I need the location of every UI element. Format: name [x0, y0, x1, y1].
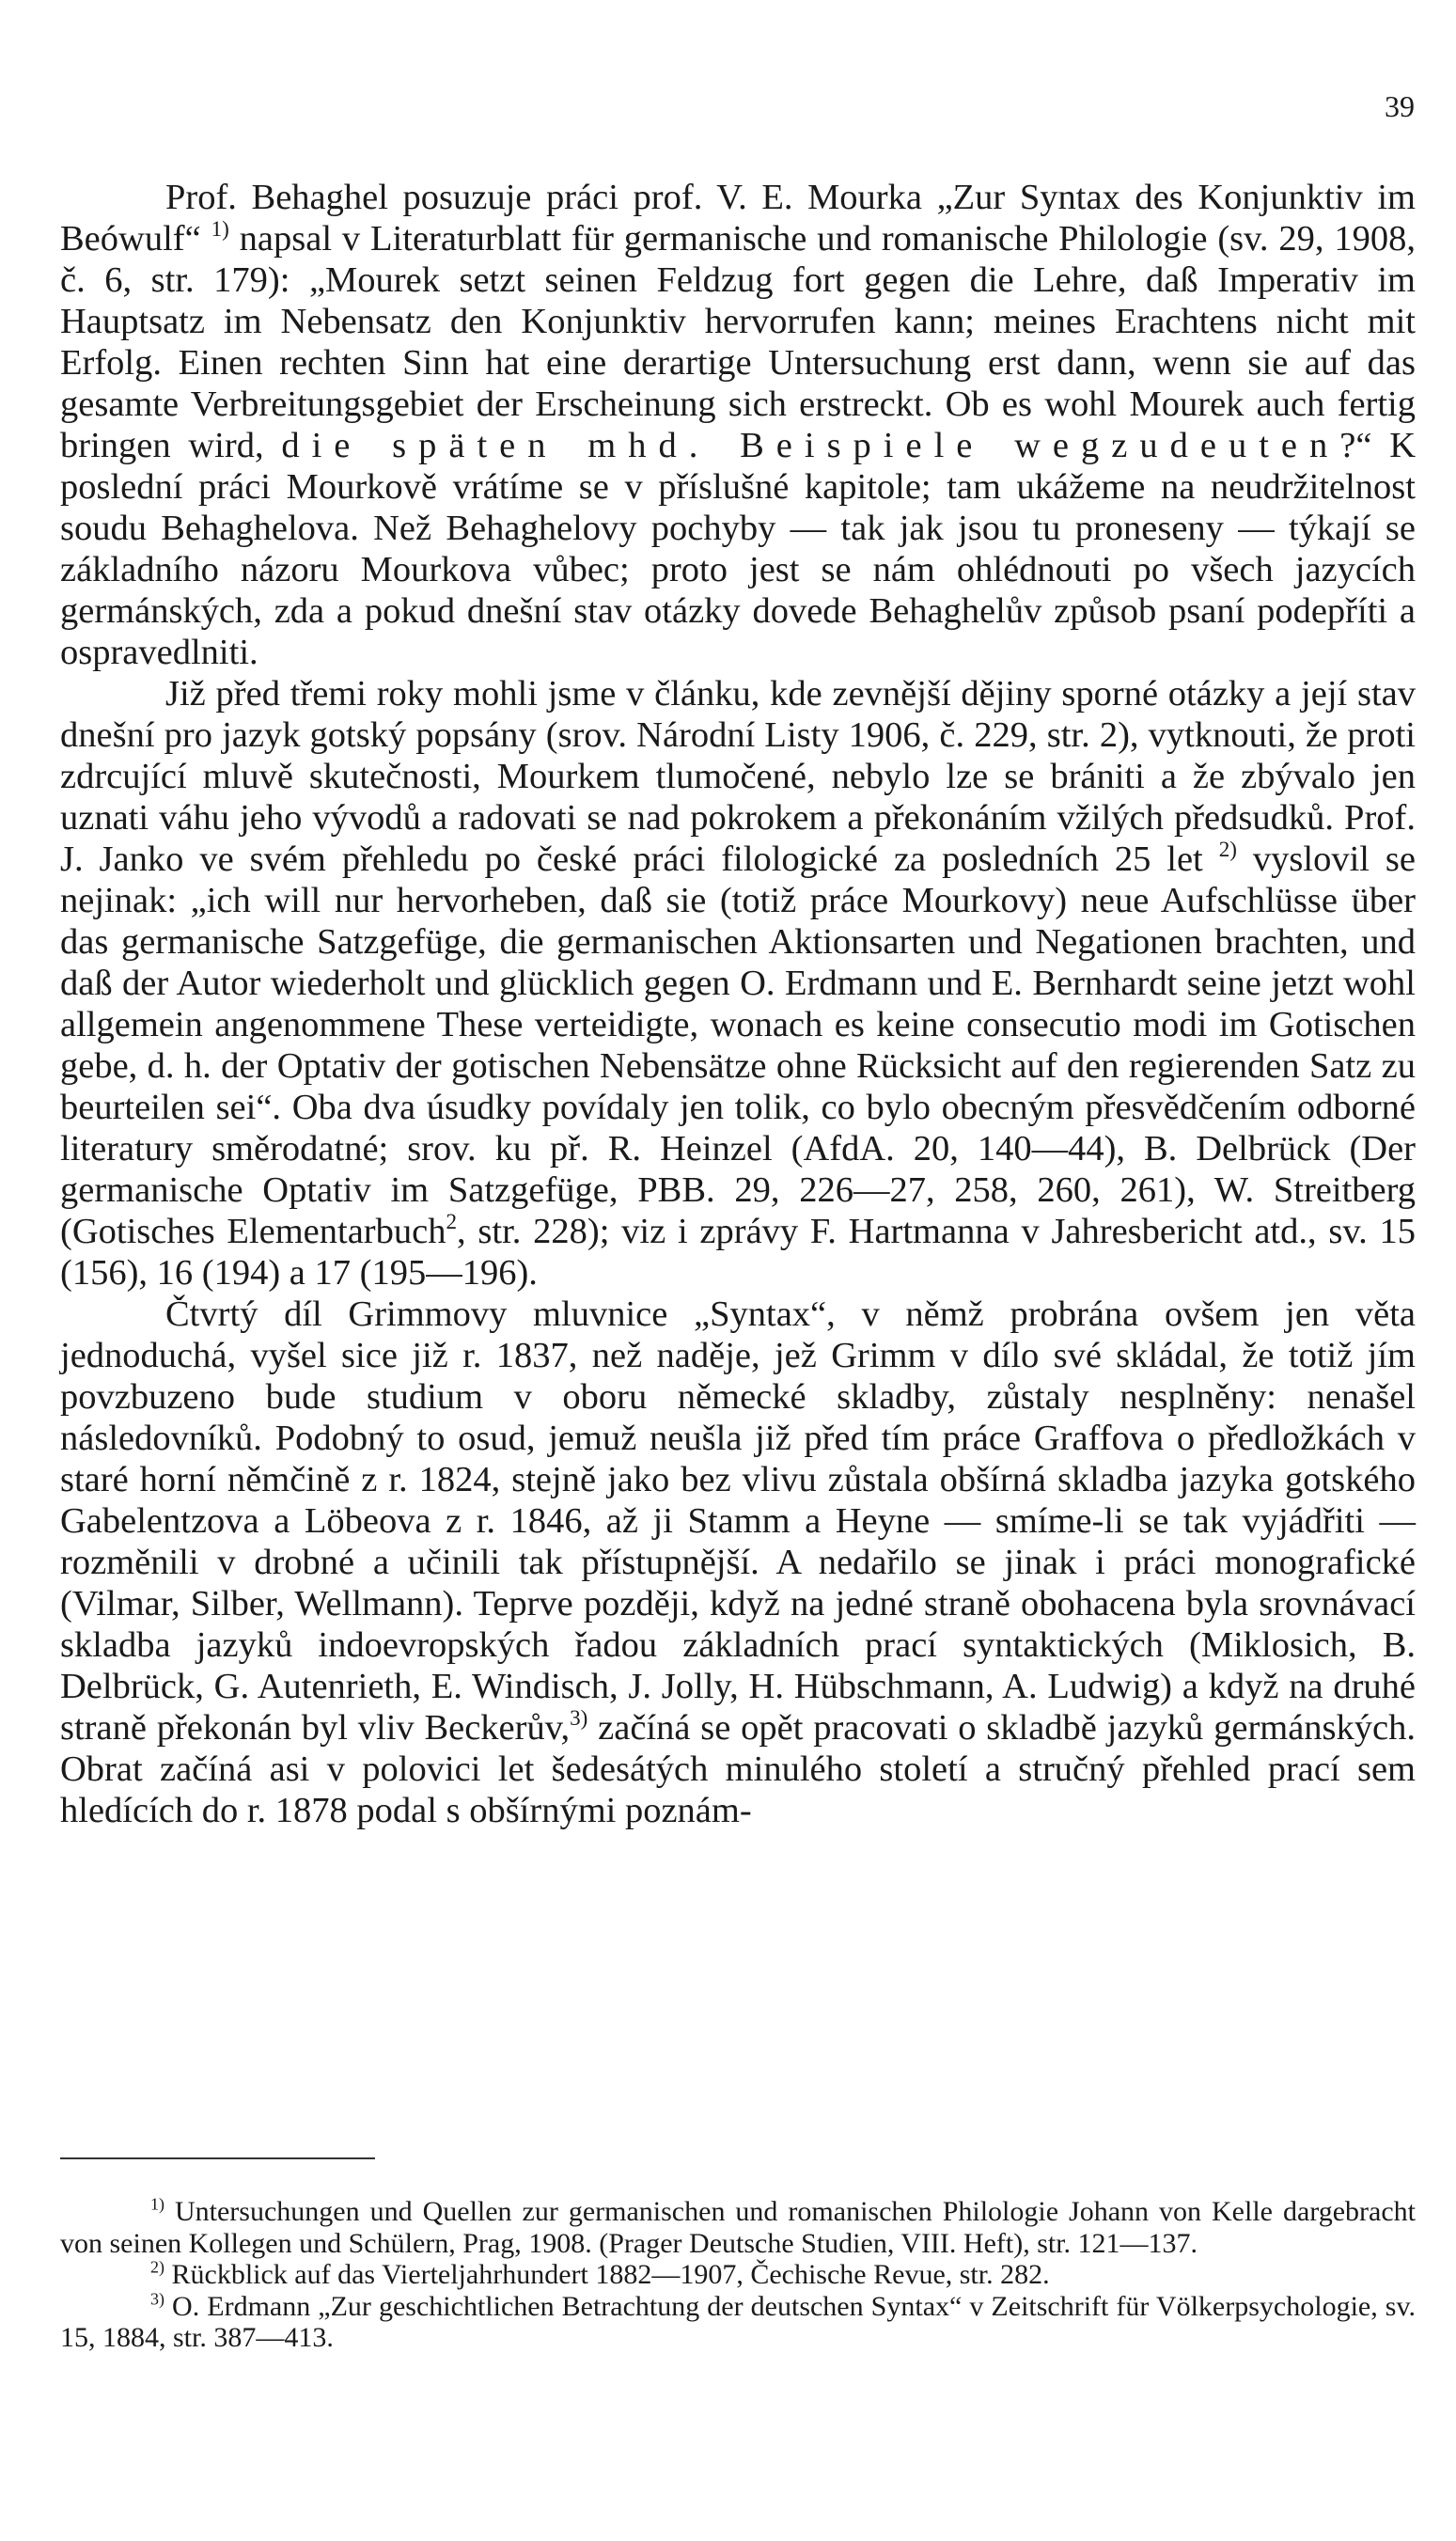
text-run: , str. 228); viz i zprávy F. Hartmanna v Jahresbericht atd., sv. 15 (156), 16 (194) a 17 (195—196). — [60, 1212, 1416, 1293]
text-run: Prof. Behaghel posuzuje práci prof. V. E. Mourka „Zur Syntax des Konjunktiv im Beówulf“ — [60, 178, 1416, 259]
text-run: ?“ K poslední práci Mourkově vrátíme se v příslušné kapitole; tam ukážeme na neudržitelnost soudu Behaghelova. Než Behaghelovy pochyby — tak jak jsou tu proneseny — týkají se základního názoru Mourkova vůbec; proto jest se nám ohlédnouti po všech jazycích germánských, zda a pokud dnešní stav otázky dovede Behaghelův způsob psaní podepříti a ospravedlniti. — [60, 426, 1416, 672]
footnote-ref: 3) — [570, 1705, 588, 1730]
page-number: 39 — [1385, 89, 1415, 123]
footnote — [60, 2291, 1416, 2354]
footnote — [60, 2196, 1416, 2259]
edition-superscript: 2 — [446, 1209, 457, 1233]
footnote-marker: 2) — [150, 2257, 164, 2277]
footnote-separator — [60, 2157, 375, 2159]
text-run: Již před třemi roky mohli jsme v článku, kde zevnější dějiny sporné otázky a její stav dnešní pro jazyk gotský popsány (srov. Národní Listy 1906, č. 229, str. 2), vytknouti, že proti zdrcující mluvě skutečnosti, Mourkem tlumočené, nebylo lze se brániti a že zbývalo jen uznati váhu jeho vývodů a radovati se nad pokrokem a překonáním vžilých předsudků. Prof. J. Janko ve svém přehledu po české práci filologické za posledních 25 let — [60, 674, 1416, 879]
paragraph — [60, 1294, 1416, 1831]
footnote-text: O. Erdmann „Zur geschichtlichen Betrachtung der deutschen Syntax“ v Zeitschrift für Völkerpsychologie, sv. 15, 1884, str. 387—413. — [60, 2290, 1416, 2354]
footnote-text: Untersuchungen und Quellen zur germanischen und romanischen Philologie Johann von Kelle dargebracht von seinen Kollegen und Schülern, Prag, 1908. (Prager Deutsche Studien, VIII. Heft), str. 121—137. — [60, 2196, 1416, 2259]
text-run: Čtvrtý díl Grimmovy mluvnice „Syntax“, v němž probrána ovšem jen věta jednoduchá, vyšel sice již r. 1837, než naděje, jež Grimm v dílo své skládal, že totiž jím povzbuzeno bude studium v oboru německé skladby, zůstaly nesplněny: nenašel následovníků. Podobný to osud, jemuž neušla již před tím práce Graffova o předložkách v staré horní němčině z r. 1824, stejně jako bez vlivu zůstala obšírná skladba jazyka gotského Gabelentzova a Löbeova z r. 1846, až ji Stamm a Heyne — smíme-li se tak vyjádřiti — rozměnili v drobné a učinili tak přístupnější. A nedařilo se jinak i práci monografické (Vilmar, Silber, Wellmann). Teprve později, když na jedné straně obohacena byla srovnávací skladba jazyků indoevropských řadou základních prací syntaktických (Miklosich, B. Delbrück, G. Autenrieth, E. Windisch, J. Jolly, H. Hübschmann, A. Ludwig) a když na druhé straně překonán byl vliv Beckerův, — [60, 1294, 1416, 1748]
text-run: vyslovil se nejinak: „ich will nur hervorheben, daß sie (totiž práce Mourkovy) neue Aufschlüsse über das germanische Satzgefüge, die germanischen Aktionsarten und Negationen brachten, und daß der Autor wiederholt und glücklich gegen O. Erdmann und E. Bernhardt seine jetzt wohl allgemein angenommene These verteidigte, wonach es keine consecutio modi im Gotischen gebe, d. h. der Optativ der gotischen Nebensätze ohne Rücksicht auf den regierenden Satz zu beurteilen sei“. Oba dva úsudky povídaly jen tolik, co bylo obecným přesvědčením odborné literatury směrodatné; srov. ku př. R. Heinzel (AfdA. 20, 140—44), B. Delbrück (Der germanische Optativ im Satzgefüge, PBB. 29, 226—27, 258, 260, 261), W. Streitberg (Gotisches Elementarbuch — [60, 839, 1416, 1251]
text-run: napsal v Literaturblatt für germanische und romanische Philologie (sv. 29, 1908, č. 6, str. 179): „Mourek setzt seinen Feldzug fort gegen die Lehre, daß Imperativ im Hauptsatz im Nebensatz den Konjunktiv hervorrufen kann; meines Erachtens nicht mit Erfolg. Einen rechten Sinn hat eine derartige Untersuchung erst dann, wenn sie auf das gesamte Verbreitungsgebiet der Erscheinung sich erstreckt. Ob es wohl Mourek auch fertig bringen wird, — [60, 219, 1416, 465]
text-run: začíná se opět pracovati o skladbě jazyků germánských. Obrat začíná asi v polovici let šedesátých minulého století a stručný přehled prací sem hledících do r. 1878 podal s obšírnými poznám- — [60, 1708, 1416, 1830]
footnote-ref: 1) — [211, 216, 229, 241]
footnote-text: Rückblick auf das Vierteljahrhundert 1882—1907, Čechische Revue, str. 282. — [164, 2259, 1050, 2291]
spaced-emphasis: die späten mhd. Beispiele wegzudeuten — [281, 426, 1340, 465]
footnotes — [60, 2196, 1416, 2354]
footnote — [60, 2259, 1416, 2291]
paragraph — [60, 673, 1416, 1294]
footnote-marker: 3) — [150, 2289, 164, 2309]
paragraph — [60, 177, 1416, 673]
footnote-ref: 2) — [1218, 837, 1237, 861]
footnote-marker: 1) — [150, 2194, 164, 2214]
main-text — [60, 177, 1416, 1831]
